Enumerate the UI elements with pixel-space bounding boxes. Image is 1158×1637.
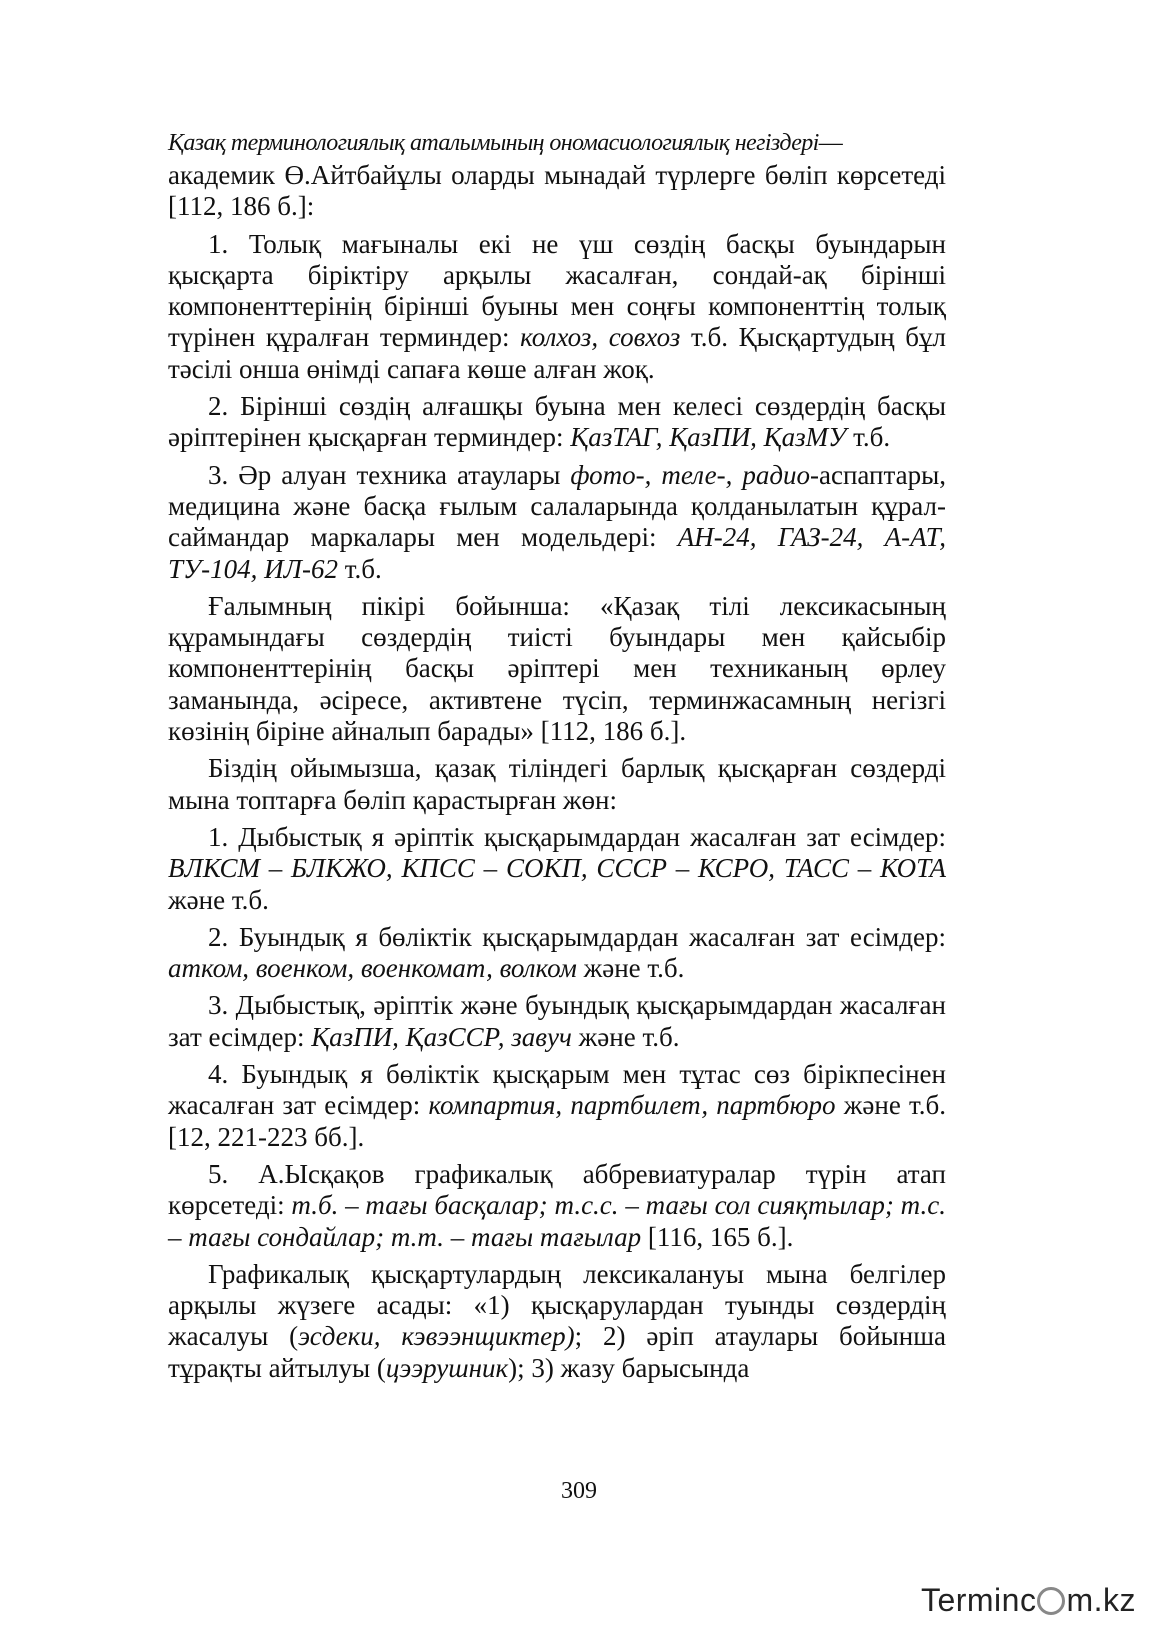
paragraph-text: және т.б. [12, 221-223 бб.].	[168, 1090, 947, 1152]
italic-text: АН-24, ГАЗ-24, А-АТ, ТУ-104, ИЛ-62	[168, 522, 946, 584]
paragraph-text: Біздің ойымызша, қазақ тіліндегі барлық қысқарған сөздерді мына топтарға бөліп қарастырған жөн:	[168, 753, 946, 815]
paragraph-text: т.б.	[846, 422, 891, 453]
paragraph-text: т.б.	[337, 553, 382, 584]
page-body	[168, 128, 946, 1390]
italic-text: эсдеки, кэвээнщиктер)	[298, 1321, 575, 1352]
paragraph	[168, 922, 946, 985]
paragraph	[168, 160, 946, 223]
paragraph	[168, 822, 946, 916]
paragraph	[168, 1159, 946, 1253]
paragraph-text: және т.б.	[168, 884, 269, 915]
paragraph-text: Графикалық қысқартулардың лексикалануы мына белгілер арқылы жүзеге асады: «1) қысқарулардан туынды сөздердің жасалуы (	[168, 1258, 946, 1352]
paragraph	[168, 229, 946, 385]
running-title: Қазақ терминологиялық аталымының ономасиологиялық негіздері	[168, 130, 819, 156]
paragraph	[168, 1259, 946, 1384]
watermark-text-end: m.kz	[1066, 1582, 1136, 1618]
paragraph-text: және т.б.	[576, 953, 685, 984]
paragraph-text: 5. А.Ысқақов графикалық аббревиатуралар түрін атап көрсетеді:	[168, 1158, 946, 1221]
paragraph-text: 1. Дыбыстық я әріптік қысқарымдардан жасалған зат есімдер:	[208, 821, 946, 852]
italic-text: т.б. – тағы басқалар; т.с.с. – тағы сол сияқтылар; т.с. – тағы сондайлар; т.т. – тағы тағылар	[168, 1190, 946, 1252]
italic-text: цээрушник	[385, 1352, 509, 1383]
italic-text: ҚазПИ, ҚазССР, завуч	[311, 1021, 572, 1052]
paragraph-text: 3. Әр алуан техника атаулары	[208, 459, 571, 490]
watermark-logo	[921, 1582, 1136, 1619]
paragraph	[168, 990, 946, 1053]
paragraph-text: [116, 165 б.].	[641, 1221, 794, 1252]
paragraph-text: ; 2) әріп атаулары бойынша тұрақты айтылуы (	[168, 1321, 947, 1383]
running-header-dash: —	[818, 130, 843, 156]
page-number: 309	[561, 1478, 597, 1504]
running-header	[168, 128, 946, 158]
paragraph	[168, 591, 946, 747]
italic-text: ВЛКСМ – БЛКЖО, КПСС – СОКП, СССР – КСРО, ТАСС – КОТА	[168, 853, 946, 884]
paragraph-text: және т.б.	[571, 1021, 680, 1052]
paragraph	[168, 460, 946, 585]
paragraph-text: т.б. Қысқартудың бұл тәсілі онша өнімді сапаға көше алған жоқ.	[168, 322, 947, 384]
paragraph-text: Ғалымның пікірі бойынша: «Қазақ тілі лексикасының құрамындағы сөздердің тиісті буындары мен қайсыбір компоненттерінің басқы әріптері мен техниканың өрлеу заманында, әсіресе, активтене түсіп, терминжасамның негізгі көзінің біріне айналып барады» [112, 186 б.].	[168, 590, 946, 747]
italic-text: колхоз, совхоз	[520, 322, 681, 353]
paragraph	[168, 753, 946, 816]
paragraph	[168, 391, 946, 454]
paragraph-text: ); 3) жазу барысында	[508, 1352, 750, 1383]
italic-text: компартия, партбилет, партбюро	[428, 1090, 836, 1121]
paragraph-text: 2. Буындық я бөліктік қысқарымдардан жасалған зат есімдер:	[208, 921, 946, 952]
italic-text: фото-, теле-, радио-	[570, 459, 819, 490]
paragraph-text: академик Ө.Айтбайұлы оларды мынадай түрлерге бөліп көрсетеді [112, 186 б.]:	[168, 160, 946, 222]
text-body	[168, 160, 946, 1384]
watermark-text-start: Terminc	[920, 1582, 1037, 1618]
paragraph-text: 3. Дыбыстық, әріптік және буындық қысқарымдардан жасалған зат есімдер:	[168, 990, 946, 1052]
paragraph-text: 2. Бірінші сөздің алғашқы буына мен келесі сөздердің басқы әріптерінен қысқарған терминдер:	[168, 391, 946, 453]
italic-text: атком, военком, военкомат, волком	[168, 953, 577, 984]
italic-text: ҚазТАГ, ҚазПИ, ҚазМУ	[570, 422, 847, 453]
globe-icon	[1037, 1587, 1065, 1615]
paragraph-text: 4. Буындық я бөліктік қысқарым мен тұтас сөз бірікпесінен жасалған зат есімдер:	[168, 1059, 946, 1121]
paragraph	[168, 1059, 946, 1153]
paragraph-text: 1. Толық мағыналы екі не үш сөздің басқы буындарын қысқарта біріктіру арқылы жасалған, сондай-ақ бірінші компоненттерінің бірінші буыны мен соңғы компоненттің толық түрінен құралған терминдер:	[168, 228, 946, 353]
paragraph-text: аспаптары, медицина және басқа ғылым салаларында қолданылатын құрал-саймандар маркалары мен модельдері:	[168, 459, 946, 553]
